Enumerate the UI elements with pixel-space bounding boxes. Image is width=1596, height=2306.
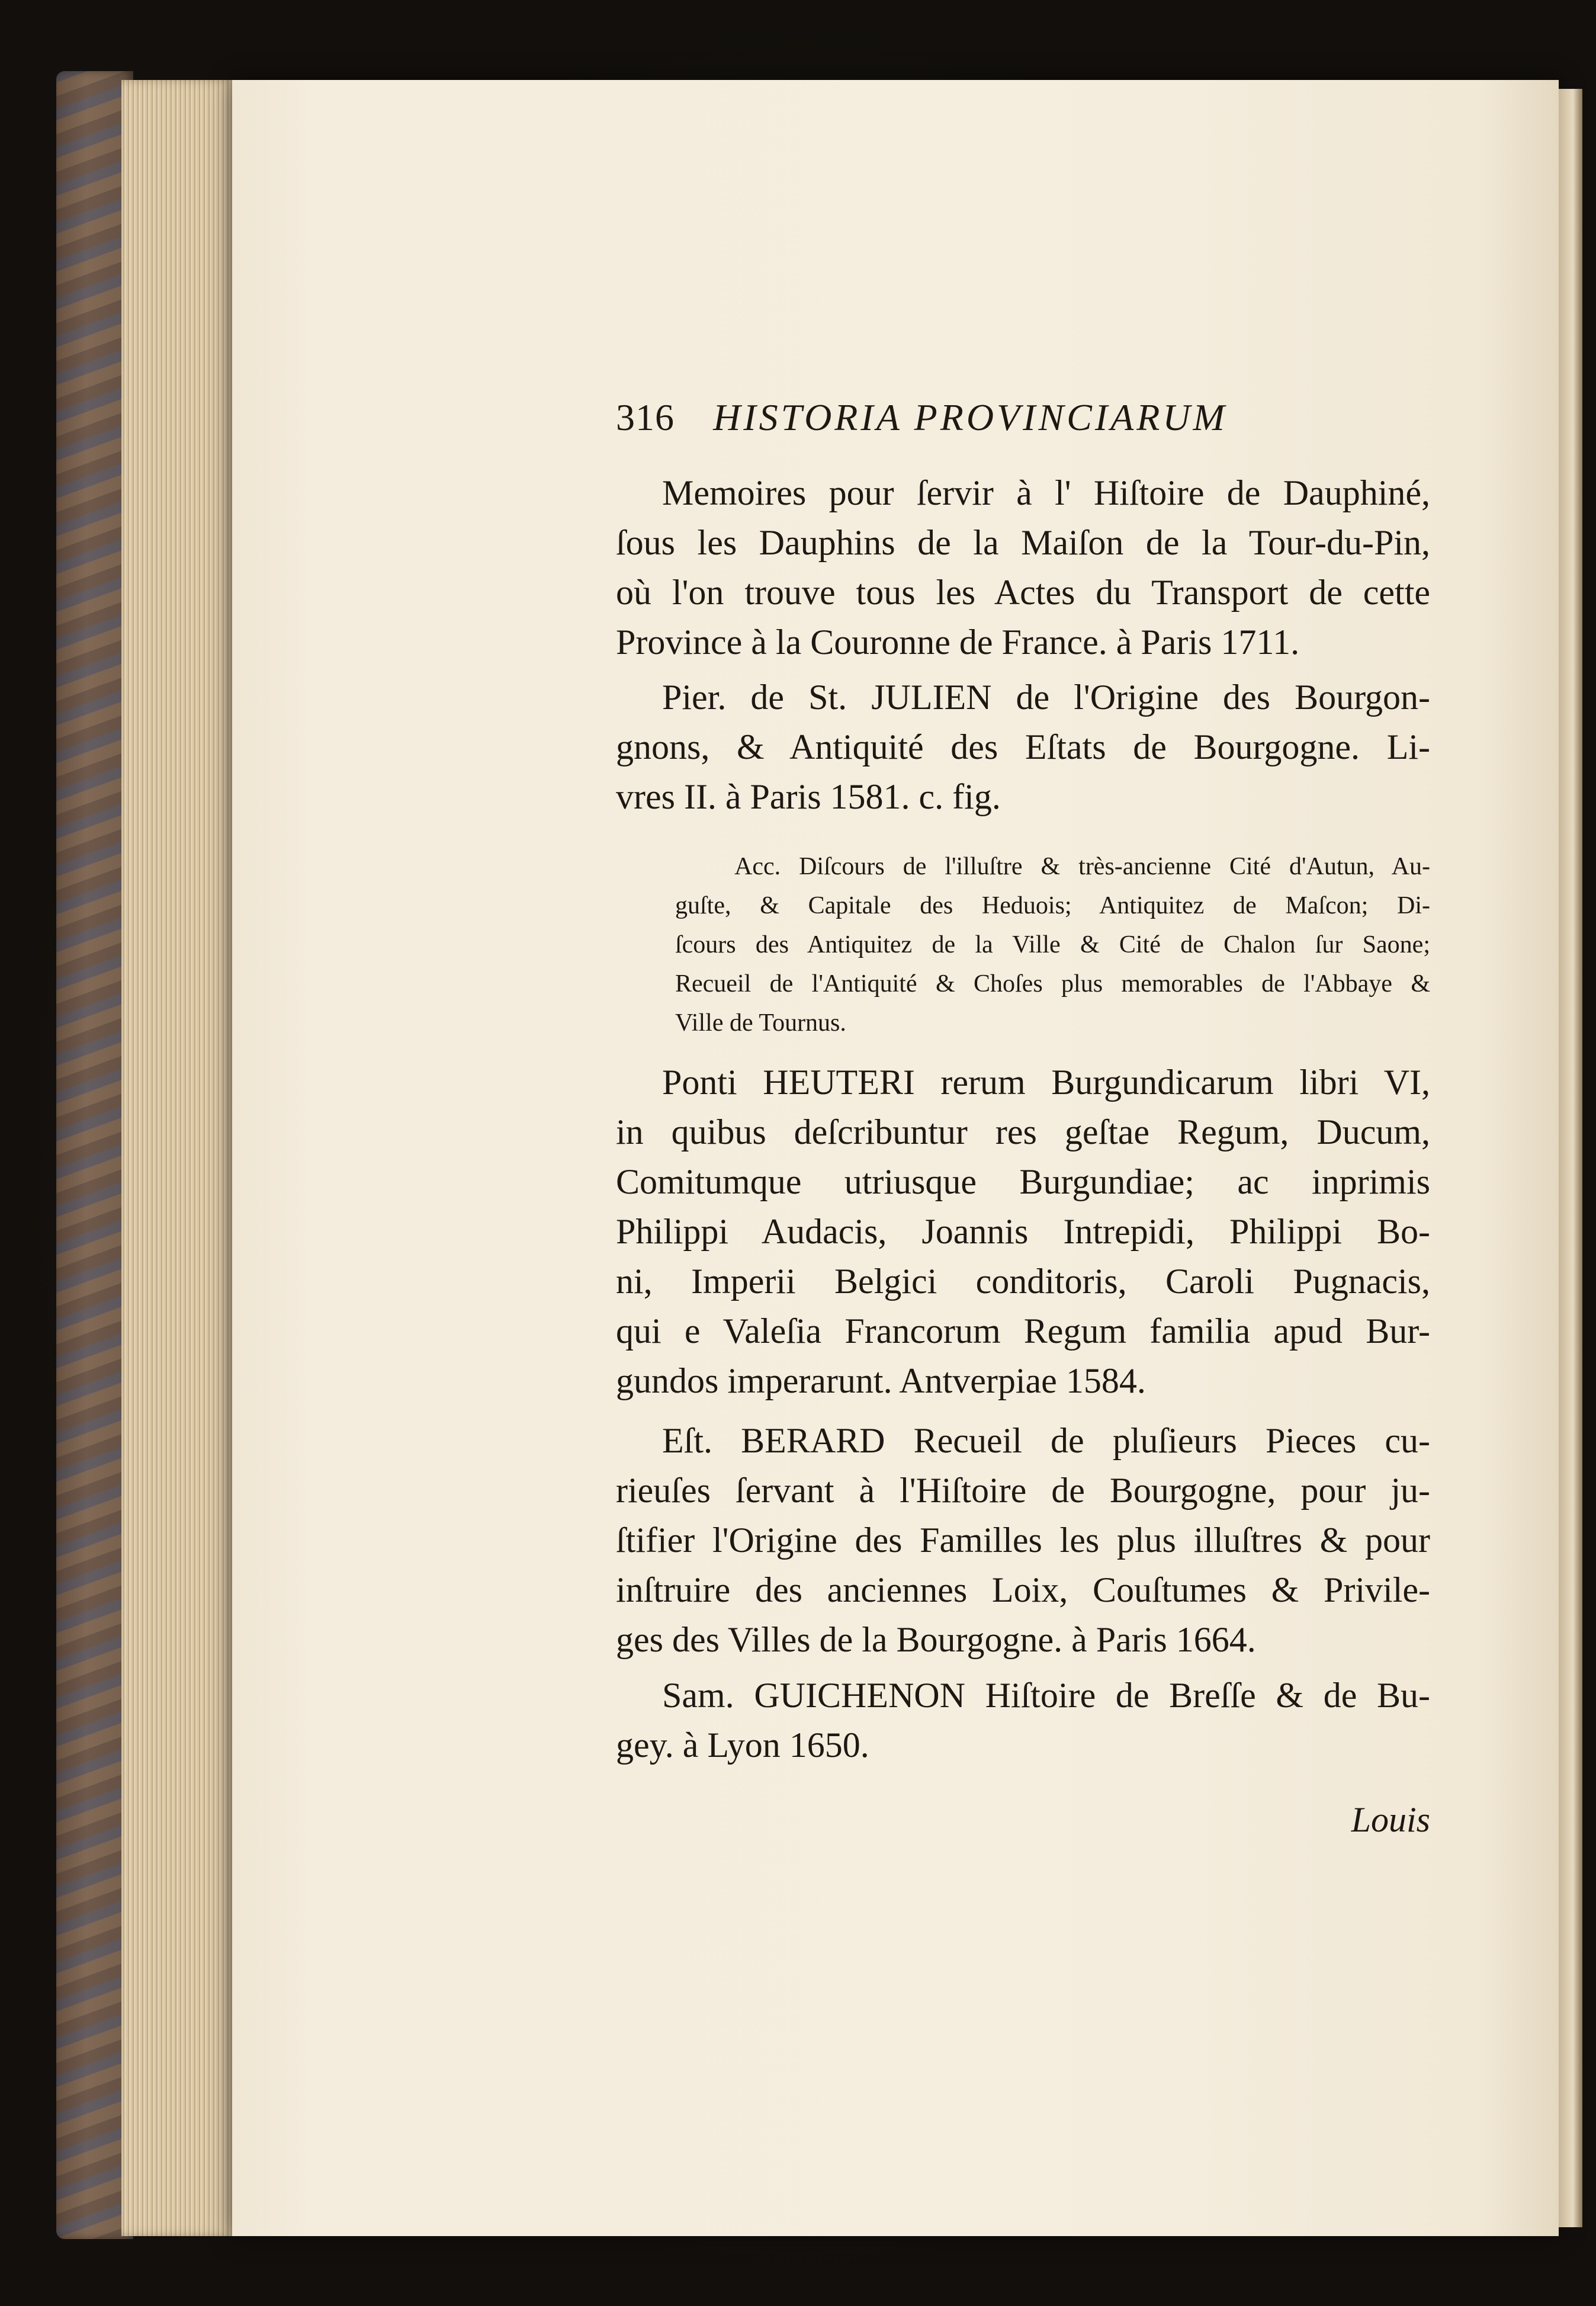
note-line: Recueil de l'Antiquité & Choſes plus memorables de l'Abbaye &	[675, 970, 1430, 998]
bibliography-entry	[616, 1670, 1430, 1770]
entry-line: ſtifier l'Origine des Familles les plus illuſtres & pour	[616, 1521, 1430, 1560]
entry-line: Memoires pour ſervir à l' Hiſtoire de Dauphiné,	[662, 473, 1430, 512]
accompanying-note	[675, 847, 1430, 1043]
entry-line: Philippi Audacis, Joannis Intrepidi, Philippi Bo-	[616, 1212, 1430, 1251]
entry-line: ſous les Dauphins de la Maiſon de la Tour-du-Pin,	[616, 523, 1430, 562]
entry-line: Province à la Couronne de France. à Paris 1711.	[616, 623, 1300, 662]
note-line: Ville de Tournus.	[675, 1009, 846, 1037]
entry-line: ges des Villes de la Bourgogne. à Paris 1664.	[616, 1620, 1256, 1659]
note-line: ſcours des Antiquitez de la Ville & Cité de Chalon ſur Saone;	[675, 931, 1430, 958]
catchword: Louis	[1351, 1800, 1430, 1839]
bibliography-entry	[616, 672, 1430, 822]
running-head	[616, 396, 1430, 449]
bibliography-entry	[616, 468, 1430, 667]
facing-page-edge	[1559, 89, 1582, 2227]
note-line: Acc. Diſcours de l'illuſtre & très-ancienne Cité d'Autun, Au-	[734, 853, 1430, 880]
entry-line: où l'on trouve tous les Actes du Transport de cette	[616, 573, 1430, 612]
entry-line: rieuſes ſervant à l'Hiſtoire de Bourgogne, pour ju-	[616, 1471, 1430, 1510]
entry-line: gnons, & Antiquité des Eſtats de Bourgogne. Li-	[616, 727, 1430, 766]
entry-line: Pier. de St. JULIEN de l'Origine des Bourgon-	[662, 678, 1430, 717]
entry-line: Sam. GUICHENON Hiſtoire de Breſſe & de Bu-	[662, 1676, 1430, 1715]
note-line: guſte, & Capitale des Heduois; Antiquitez de Maſcon; Di-	[675, 892, 1430, 919]
entry-line: Ponti HEUTERI rerum Burgundicarum libri VI,	[662, 1063, 1430, 1102]
entry-line: gey. à Lyon 1650.	[616, 1726, 869, 1765]
bibliography-entry	[616, 1416, 1430, 1664]
entry-line: ni, Imperii Belgici conditoris, Caroli Pugnacis,	[616, 1262, 1430, 1301]
entry-line: vres II. à Paris 1581. c. fig.	[616, 777, 1001, 816]
entry-line: Eſt. BERARD Recueil de pluſieurs Pieces cu-	[662, 1421, 1430, 1460]
page-number: 316	[616, 396, 675, 438]
entry-line: in quibus deſcribuntur res geſtae Regum, Ducum,	[616, 1112, 1430, 1152]
page-edges	[121, 80, 234, 2236]
entry-line: gundos imperarunt. Antverpiae 1584.	[616, 1361, 1146, 1400]
entry-line: qui e Valeſia Francorum Regum familia apud Bur-	[616, 1311, 1430, 1351]
bibliography-entry	[616, 1057, 1430, 1406]
entry-line: Comitumque utriusque Burgundiae; ac inprimis	[616, 1162, 1430, 1201]
entry-line: inſtruire des anciennes Loix, Couſtumes & Privile-	[616, 1570, 1430, 1609]
running-title: HISTORIA PROVINCIARUM	[713, 396, 1228, 438]
